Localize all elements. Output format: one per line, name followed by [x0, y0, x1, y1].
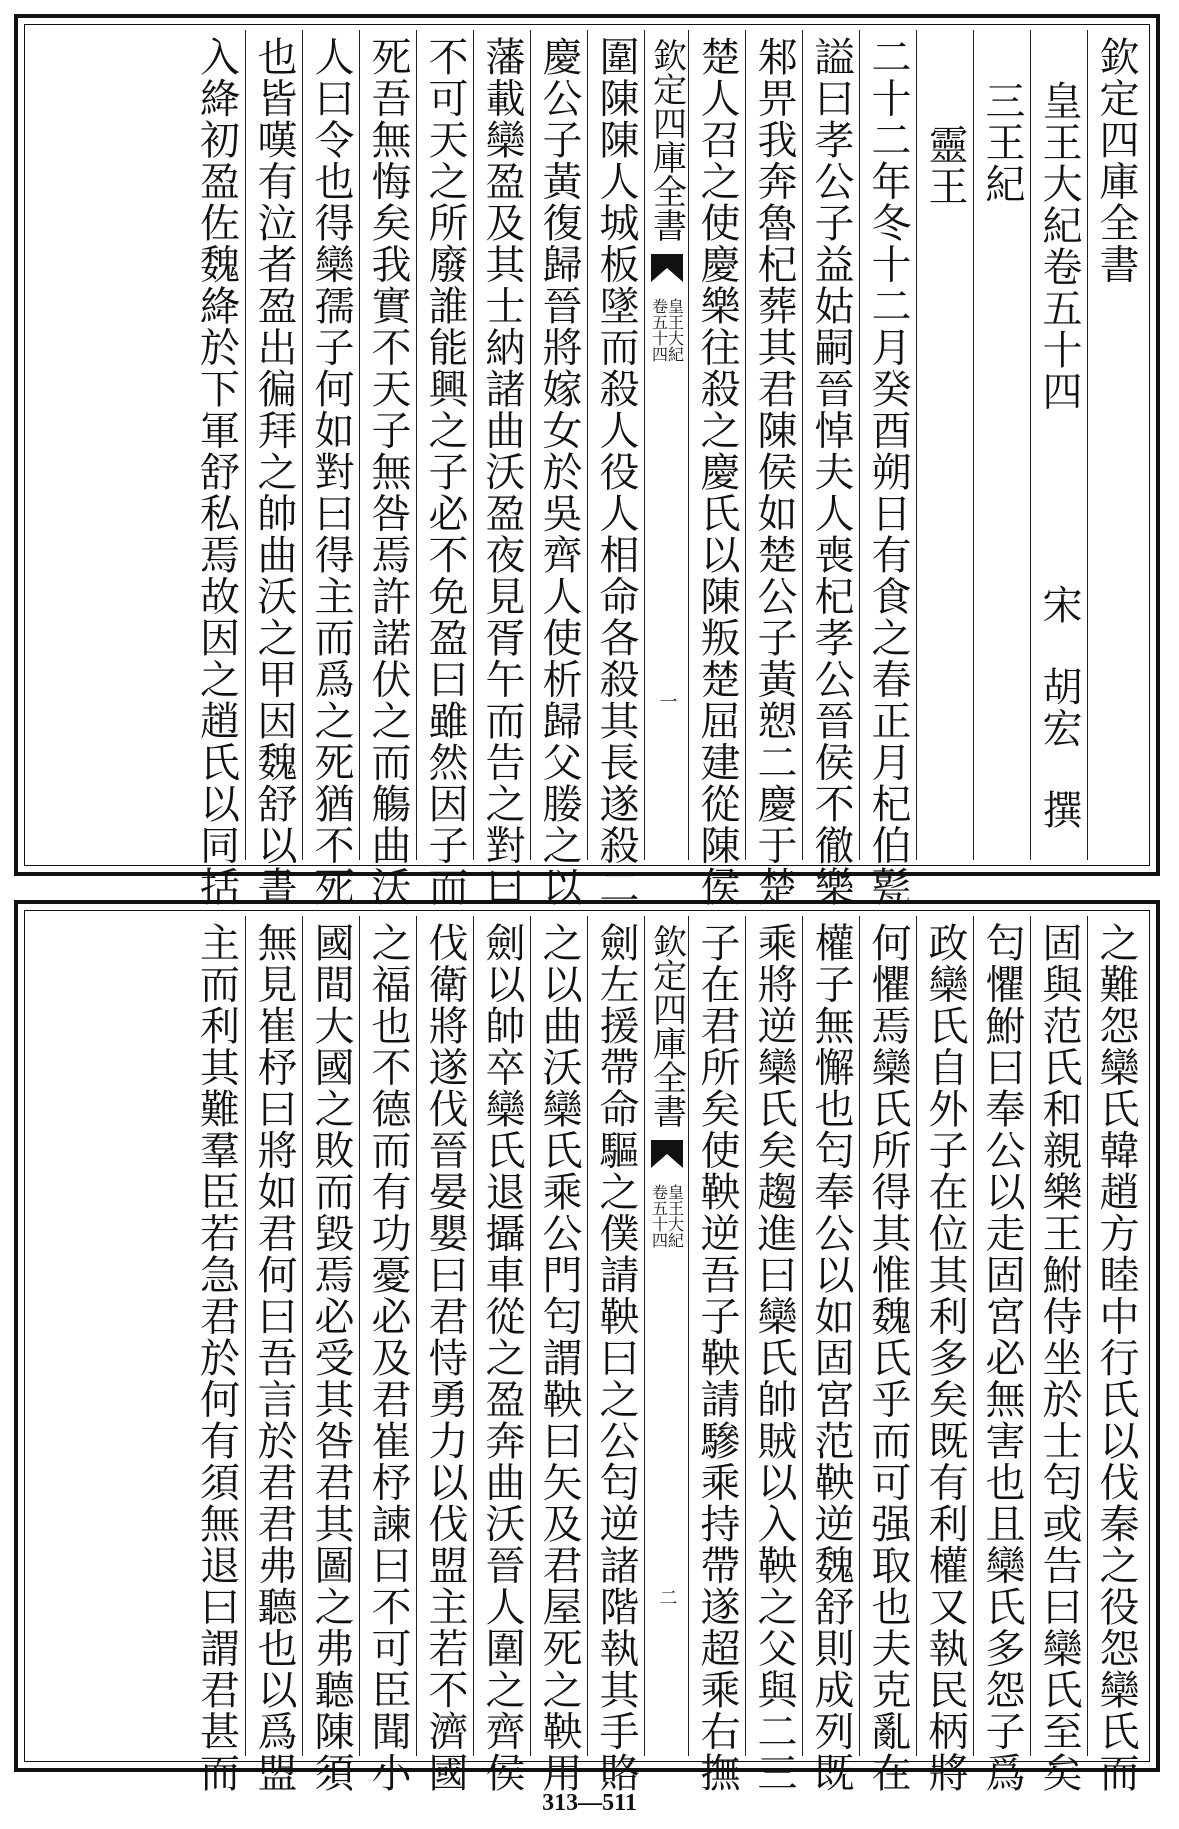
chapter-column	[973, 30, 1030, 860]
author-role: 撰	[1036, 788, 1082, 830]
text-column: 無見崔杼曰將如君何曰吾言於君君弗聽也以爲盟	[245, 916, 302, 1756]
page-number: 313—511	[542, 1790, 637, 1816]
chapter-title: 三王紀	[979, 80, 1025, 205]
text-column: 何懼焉欒氏所得其惟魏氏乎而可强取也夫克亂在	[859, 916, 916, 1756]
center-fold	[644, 30, 688, 860]
text-column: 謚曰孝公子益姑嗣晉悼夫人喪杞孝公晉侯不徹樂	[802, 30, 859, 860]
text-column: 匄懼鮒曰奉公以走固宮必無害也且欒氏多怨子爲	[973, 916, 1030, 1756]
text-column: 也皆嘆有泣者盈出徧拜之帥曲沃之甲因魏舒以晝	[245, 30, 302, 860]
text-column: 二十二年冬十二月癸酉朔日有食之春正月杞伯甏	[859, 30, 916, 860]
author-block	[1036, 584, 1082, 860]
text-column: 人曰令也得欒孺子何如對曰得主而爲之死猶不死	[302, 30, 359, 860]
leaf-number: 一	[656, 692, 678, 710]
text-column: 之福也不德而有功憂必及君崔杼諫曰不可臣聞小	[359, 916, 416, 1756]
text-columns	[30, 30, 1144, 908]
reign-title: 靈王	[922, 124, 968, 207]
text-column: 藩載欒盈及其士納諸曲沃盈夜見胥午而告之對曰	[473, 30, 530, 860]
text-column: 權子無懈也匄奉公以如固宮范鞅逆魏舒則成列既	[802, 916, 859, 1756]
document-page-upper	[14, 14, 1160, 908]
text-column: 子在君所矣使鞅逆吾子鞅請驂乘持帶遂超乘右撫	[688, 916, 745, 1756]
text-column: 政欒氏自外子在位其利多矣既有利權又執民柄將	[916, 916, 973, 1756]
title-column	[1087, 30, 1144, 860]
text-column: 主而利其難羣臣若急君於何有須無退曰謂君甚而	[193, 922, 240, 1794]
leaf-number: 二	[656, 1588, 678, 1606]
text-column: 乘將逆欒氏矣趨進曰欒氏帥賊以入鞅之父與二三	[745, 916, 802, 1756]
fish-tail-mark-icon	[649, 252, 685, 288]
author-dynasty: 宋	[1036, 584, 1082, 626]
center-book-title: 欽定四庫全書	[646, 924, 687, 1128]
text-column: 邾畀我奔魯杞葬其君陳侯如楚公子黃愬二慶于楚	[745, 30, 802, 860]
text-column: 楚人召之使慶樂往殺之慶氏以陳叛楚屈建從陳侯	[688, 30, 745, 860]
author-name: 胡宏	[1036, 665, 1082, 749]
text-column: 圍陳陳人城板墜而殺人役人相命各殺其長遂殺二	[587, 30, 644, 860]
document-page-lower	[14, 900, 1160, 1794]
collection-title: 欽定四庫全書	[1093, 36, 1139, 285]
text-column: 劍以帥卒欒氏退攝車從之盈奔曲沃晉人圍之齊侯	[473, 916, 530, 1756]
fish-tail-mark-icon	[649, 1138, 685, 1174]
text-column: 之以曲沃欒氏乘公門匄謂鞅曰矢及君屋死之鞅用	[530, 916, 587, 1756]
text-column: 死吾無悔矣我實不天子無咎焉許諾伏之而觴曲沃	[359, 30, 416, 860]
text-column: 之難怨欒氏韓趙方睦中行氏以伐秦之役怨欒氏而	[1087, 916, 1144, 1756]
text-column: 入絳初盈佐魏絳於下軍舒私焉故因之趙氏以同括	[193, 36, 240, 908]
text-column: 劍左援帶命驅之僕請鞅曰之公匄逆諸階執其手賂	[587, 916, 644, 1756]
book-title-column	[1030, 30, 1087, 860]
center-book-title: 欽定四庫全書	[646, 38, 687, 242]
text-columns	[30, 916, 1144, 1794]
center-fold	[644, 916, 688, 1756]
reign-column	[916, 30, 973, 860]
text-column: 國間大國之敗而毀焉必受其咎君其圖之弗聽陳須	[302, 916, 359, 1756]
text-column: 不可天之所廢誰能興之子必不免盈曰雖然因子而	[416, 30, 473, 860]
center-volume-label: 皇王大紀 卷五十四	[649, 298, 685, 362]
book-title: 皇王大紀卷五十四	[1036, 80, 1082, 412]
text-column: 慶公子黃復歸晉將嫁女於吳齊人使析歸父媵之以	[530, 30, 587, 860]
center-volume-label: 皇王大紀 卷五十四	[649, 1184, 685, 1248]
text-column: 伐衛將遂伐晉晏嬰曰君恃勇力以伐盟主若不濟國	[416, 916, 473, 1756]
text-column: 固與范氏和親樂王鮒侍坐於士匄或告曰欒氏至矣	[1030, 916, 1087, 1756]
